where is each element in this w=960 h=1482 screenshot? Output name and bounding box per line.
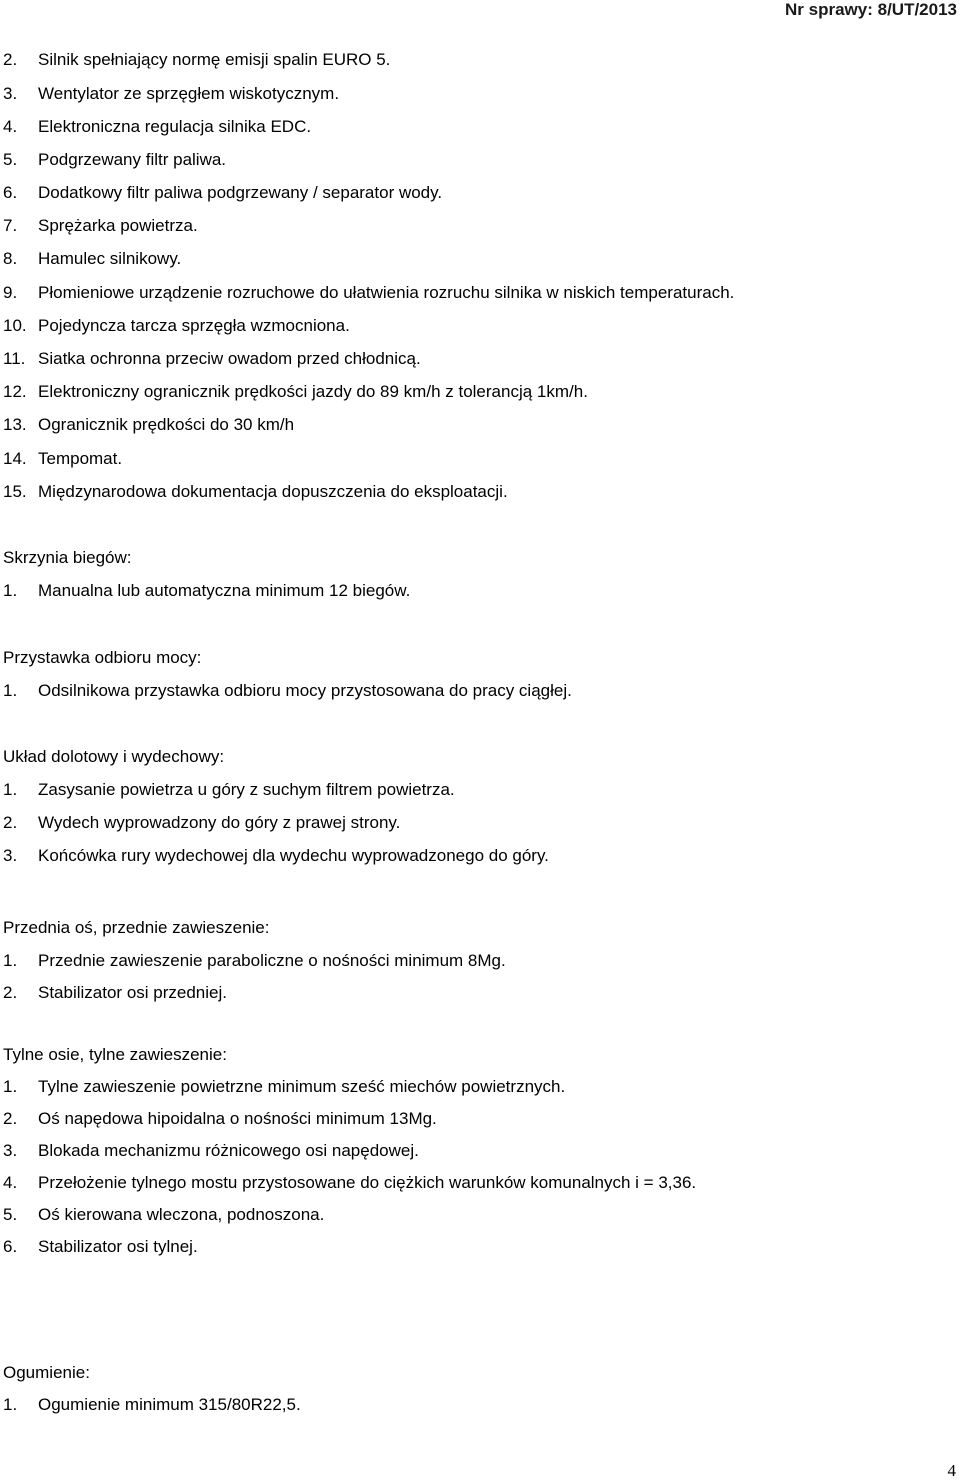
section-title-rear-axles: Tylne osie, tylne zawieszenie: [3,1045,227,1064]
section-title-front-axle: Przednia oś, przednie zawieszenie: [3,918,270,937]
list-item: 1. Zasysanie powietrza u góry z suchym filtrem powietrza. [3,780,455,799]
list-item: 4. Elektroniczna regulacja silnika EDC. [3,117,312,136]
section-title-gearbox: Skrzynia biegów: [3,548,132,567]
section-title-intake-exhaust: Układ dolotowy i wydechowy: [3,747,225,766]
page-number: 4 [947,1461,956,1480]
list-item: 12. Elektroniczny ogranicznik prędkości jazdy do 89 km/h z tolerancją 1km/h. [3,382,588,401]
list-item: 1. Tylne zawieszenie powietrzne minimum sześć miechów powietrznych. [3,1077,566,1096]
list-item: 5. Oś kierowana wleczona, podnoszona. [3,1205,325,1224]
list-item: 1. Ogumienie minimum 315/80R22,5. [3,1395,301,1414]
list-item: 9. Płomieniowe urządzenie rozruchowe do ułatwienia rozruchu silnika w niskich temperaturach. [3,283,735,302]
list-item: 15. Międzynarodowa dokumentacja dopuszczenia do eksploatacji. [3,482,508,501]
list-item: 1. Manualna lub automatyczna minimum 12 biegów. [3,581,411,600]
list-item: 1. Przednie zawieszenie paraboliczne o nośności minimum 8Mg. [3,951,506,970]
list-item: 10. Pojedyncza tarcza sprzęgła wzmocniona. [3,316,350,335]
list-item: 13. Ogranicznik prędkości do 30 km/h [3,415,295,434]
section-title-pto: Przystawka odbioru mocy: [3,648,202,667]
list-item: 11. Siatka ochronna przeciw owadom przed chłodnicą. [3,349,421,368]
list-item: 4. Przełożenie tylnego mostu przystosowane do ciężkich warunków komunalnych i = 3,36. [3,1173,697,1192]
case-number: Nr sprawy: 8/UT/2013 [785,0,957,19]
list-item: 14. Tempomat. [3,449,123,468]
list-item: 3. Blokada mechanizmu różnicowego osi napędowej. [3,1141,419,1160]
section-title-tyres: Ogumienie: [3,1363,90,1382]
list-item: 8. Hamulec silnikowy. [3,249,182,268]
list-item: 6. Stabilizator osi tylnej. [3,1237,198,1256]
list-item: 1. Odsilnikowa przystawka odbioru mocy przystosowana do pracy ciągłej. [3,681,572,700]
list-item: 6. Dodatkowy filtr paliwa podgrzewany / separator wody. [3,183,443,202]
list-item: 5. Podgrzewany filtr paliwa. [3,150,227,169]
list-item: 2. Stabilizator osi przedniej. [3,983,227,1002]
list-item: 3. Wentylator ze sprzęgłem wiskotycznym. [3,84,340,103]
list-item: 3. Końcówka rury wydechowej dla wydechu wyprowadzonego do góry. [3,846,549,865]
list-item: 2. Silnik spełniający normę emisji spalin EURO 5. [3,50,391,69]
list-item: 7. Sprężarka powietrza. [3,216,198,235]
list-item: 2. Wydech wyprowadzony do góry z prawej strony. [3,813,401,832]
list-item: 2. Oś napędowa hipoidalna o nośności minimum 13Mg. [3,1109,437,1128]
